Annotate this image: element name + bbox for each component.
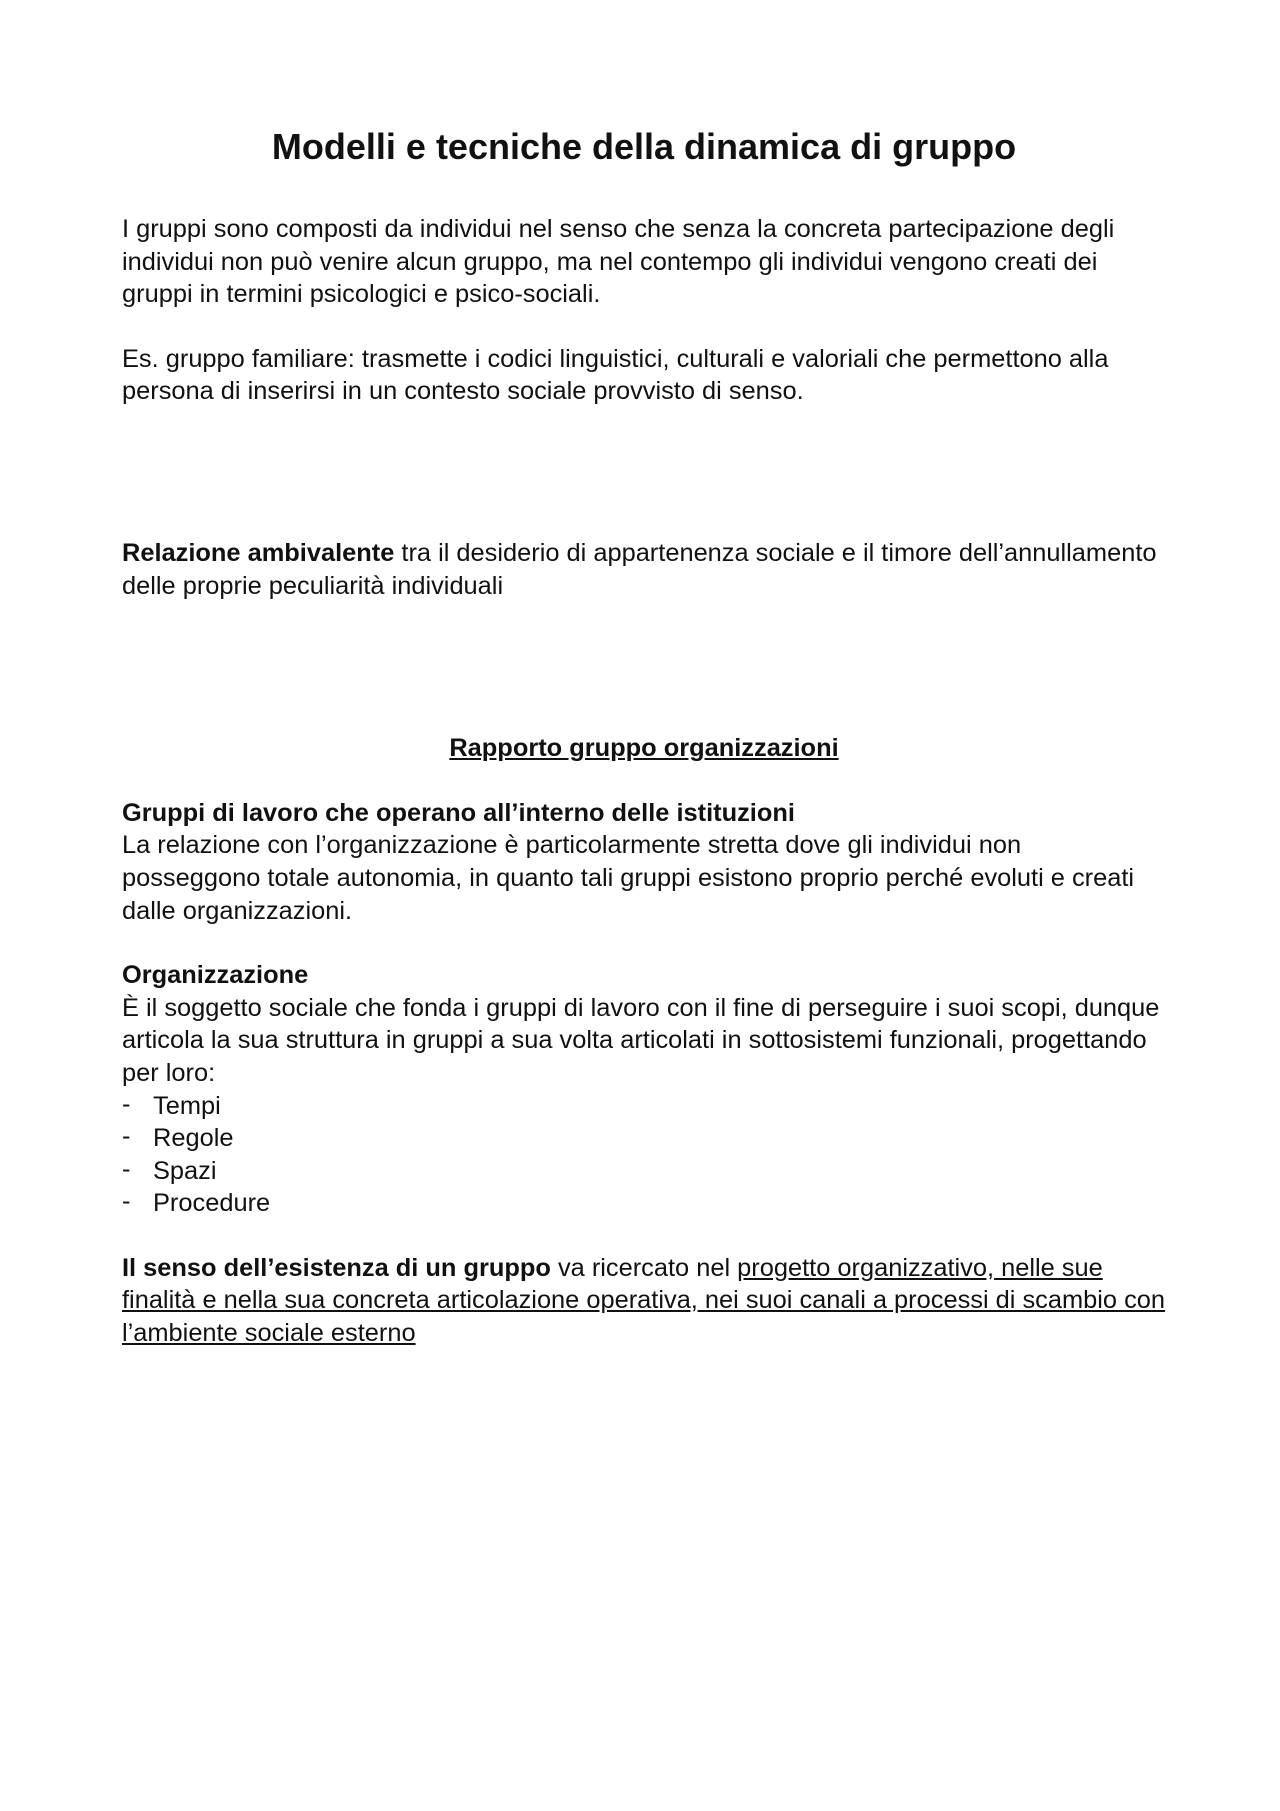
ambivalent-bold: Relazione ambivalente	[122, 538, 395, 567]
list-item-label: Regole	[153, 1124, 234, 1153]
list-item-label: Tempi	[153, 1091, 221, 1120]
example-paragraph: Es. gruppo familiare: trasmette i codici linguistici, culturali e valoriali che permettono alla persona di inserirsi in un contesto sociale provvisto di senso.	[122, 344, 1109, 406]
organization-heading: Organizzazione	[122, 961, 309, 990]
organization-section	[122, 959, 1166, 1220]
work-groups-text: La relazione con l’organizzazione è particolarmente stretta dove gli individui non posseggono totale autonomia, in quanto tali gruppi esistono proprio perché evoluti e creati dalle organizzazioni.	[122, 831, 1135, 925]
document-title: Modelli e tecniche della dinamica di gruppo	[271, 126, 1017, 167]
list-item	[122, 1122, 1166, 1155]
list-item-label: Spazi	[153, 1156, 217, 1185]
dash-bullet: -	[122, 1154, 131, 1183]
senso-text: va ricercato nel	[550, 1253, 738, 1282]
ambivalent-paragraph	[122, 537, 1166, 602]
senso-underlined: progetto organizzativo, nelle sue finalità e nella sua concreta articolazione operativa, nei suoi canali a processi di scambio con l’ambiente sociale esterno	[122, 1253, 1166, 1348]
list-item-label: Procedure	[153, 1189, 271, 1218]
organization-list	[122, 1090, 1166, 1220]
dash-bullet: -	[122, 1187, 131, 1216]
list-item	[122, 1187, 1166, 1220]
work-groups-section	[122, 797, 1166, 927]
ambivalent-text: tra il desiderio di appartenenza sociale e il timore dell’annullamento delle proprie peculiarità individuali	[122, 538, 1157, 600]
section-title: Rapporto gruppo organizzazioni	[449, 734, 839, 763]
dash-bullet: -	[122, 1122, 131, 1151]
senso-paragraph	[122, 1252, 1166, 1350]
list-item	[122, 1155, 1166, 1188]
dash-bullet: -	[122, 1089, 131, 1118]
list-item	[122, 1090, 1166, 1123]
work-groups-heading: Gruppi di lavoro che operano all’interno delle istituzioni	[122, 798, 795, 827]
senso-bold: Il senso dell’esistenza di un gruppo	[122, 1253, 551, 1282]
organization-text: È il soggetto sociale che fonda i gruppi di lavoro con il fine di perseguire i suoi scopi, dunque articola la sua struttura in gruppi a sua volta articolati in sottosistemi funzionali, progettando per loro:	[122, 993, 1160, 1087]
intro-paragraph: I gruppi sono composti da individui nel senso che senza la concreta partecipazione degli individui non può venire alcun gruppo, ma nel contempo gli individui vengono creati dei gruppi in termini psicologici e psico-sociali.	[122, 215, 1115, 309]
